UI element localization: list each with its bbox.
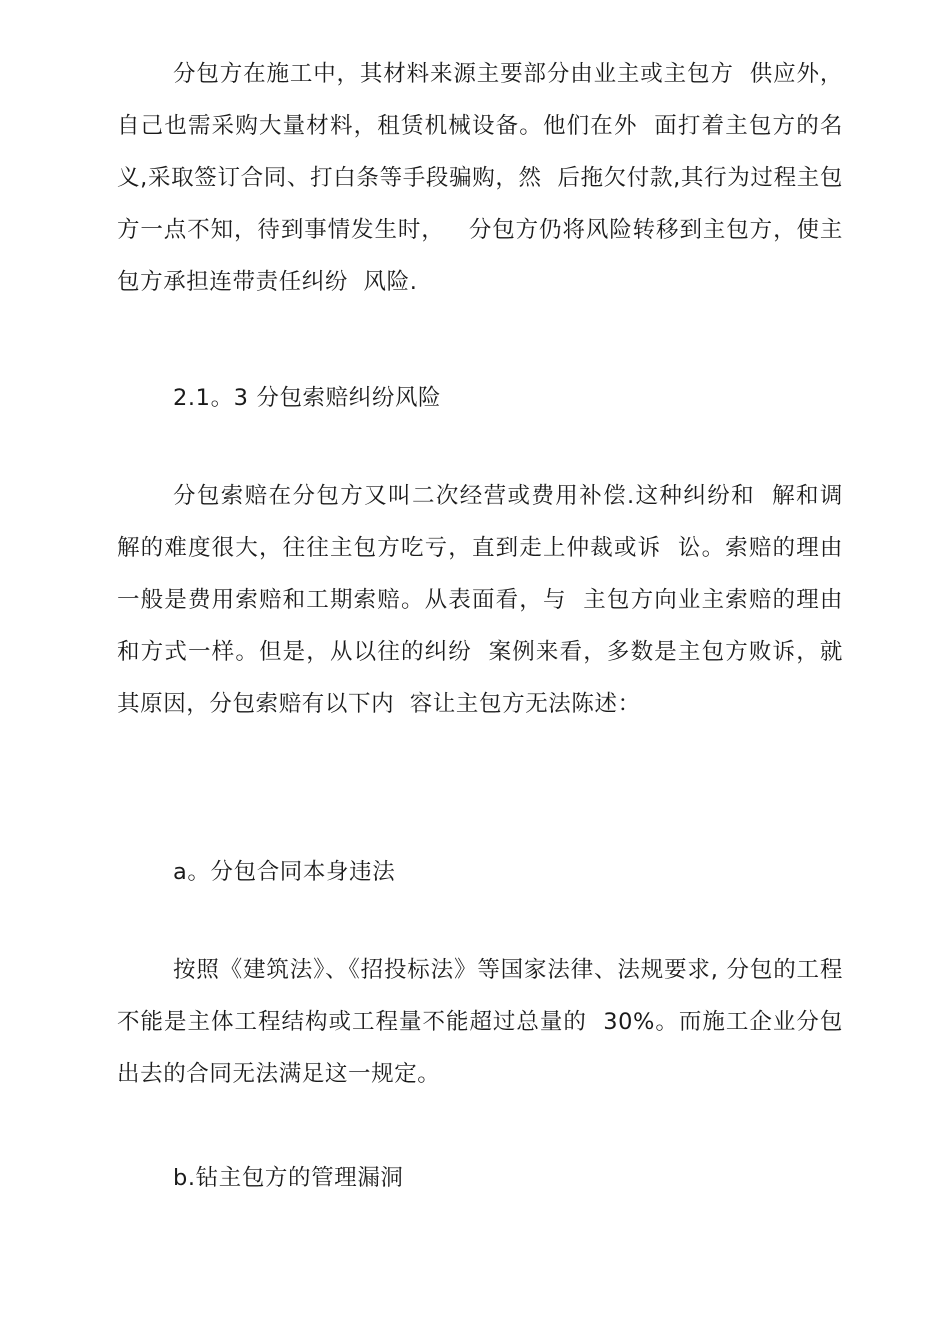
paragraph-claim-dispute: 分包索赔在分包方又叫二次经营或费用补偿.这种纠纷和 解和调解的难度很大，往往主包方吃亏，直到走上仲裁或诉 讼。索赔的理由一般是费用索赔和工期索赔。从表面看，与 主包方向业主索赔的理由和方式一样。但是，从以往的纠纷 案例来看，多数是主包方败诉，就其原因，分包索赔有以下内 容让主包方无法陈述： <box>117 483 843 717</box>
section-heading-claim-risk: 2.1。3 分包索赔纠纷风险 <box>173 385 442 411</box>
paragraph-law-requirements: 按照《建筑法》、《招投标法》等国家法律、法规要求, 分包的工程不能是主体工程结构或工程量不能超过总量的 30%。而施工企业分包出去的合同无法满足这一规定。 <box>117 957 843 1087</box>
subheading-contract-illegal: a。分包合同本身违法 <box>173 859 396 885</box>
subheading-management-loophole: b.钻主包方的管理漏洞 <box>173 1165 404 1191</box>
paragraph-material-risk: 分包方在施工中，其材料来源主要部分由业主或主包方 供应外，自己也需采购大量材料，租赁机械设备。他们在外 面打着主包方的名义,采取签订合同、打白条等手段骗购，然 后拖欠付款,其行为过程主包方一点不知，待到事情发生时， 分包方仍将风险转移到主包方，使主包方承担连带责任纠纷 风险. <box>117 61 843 295</box>
